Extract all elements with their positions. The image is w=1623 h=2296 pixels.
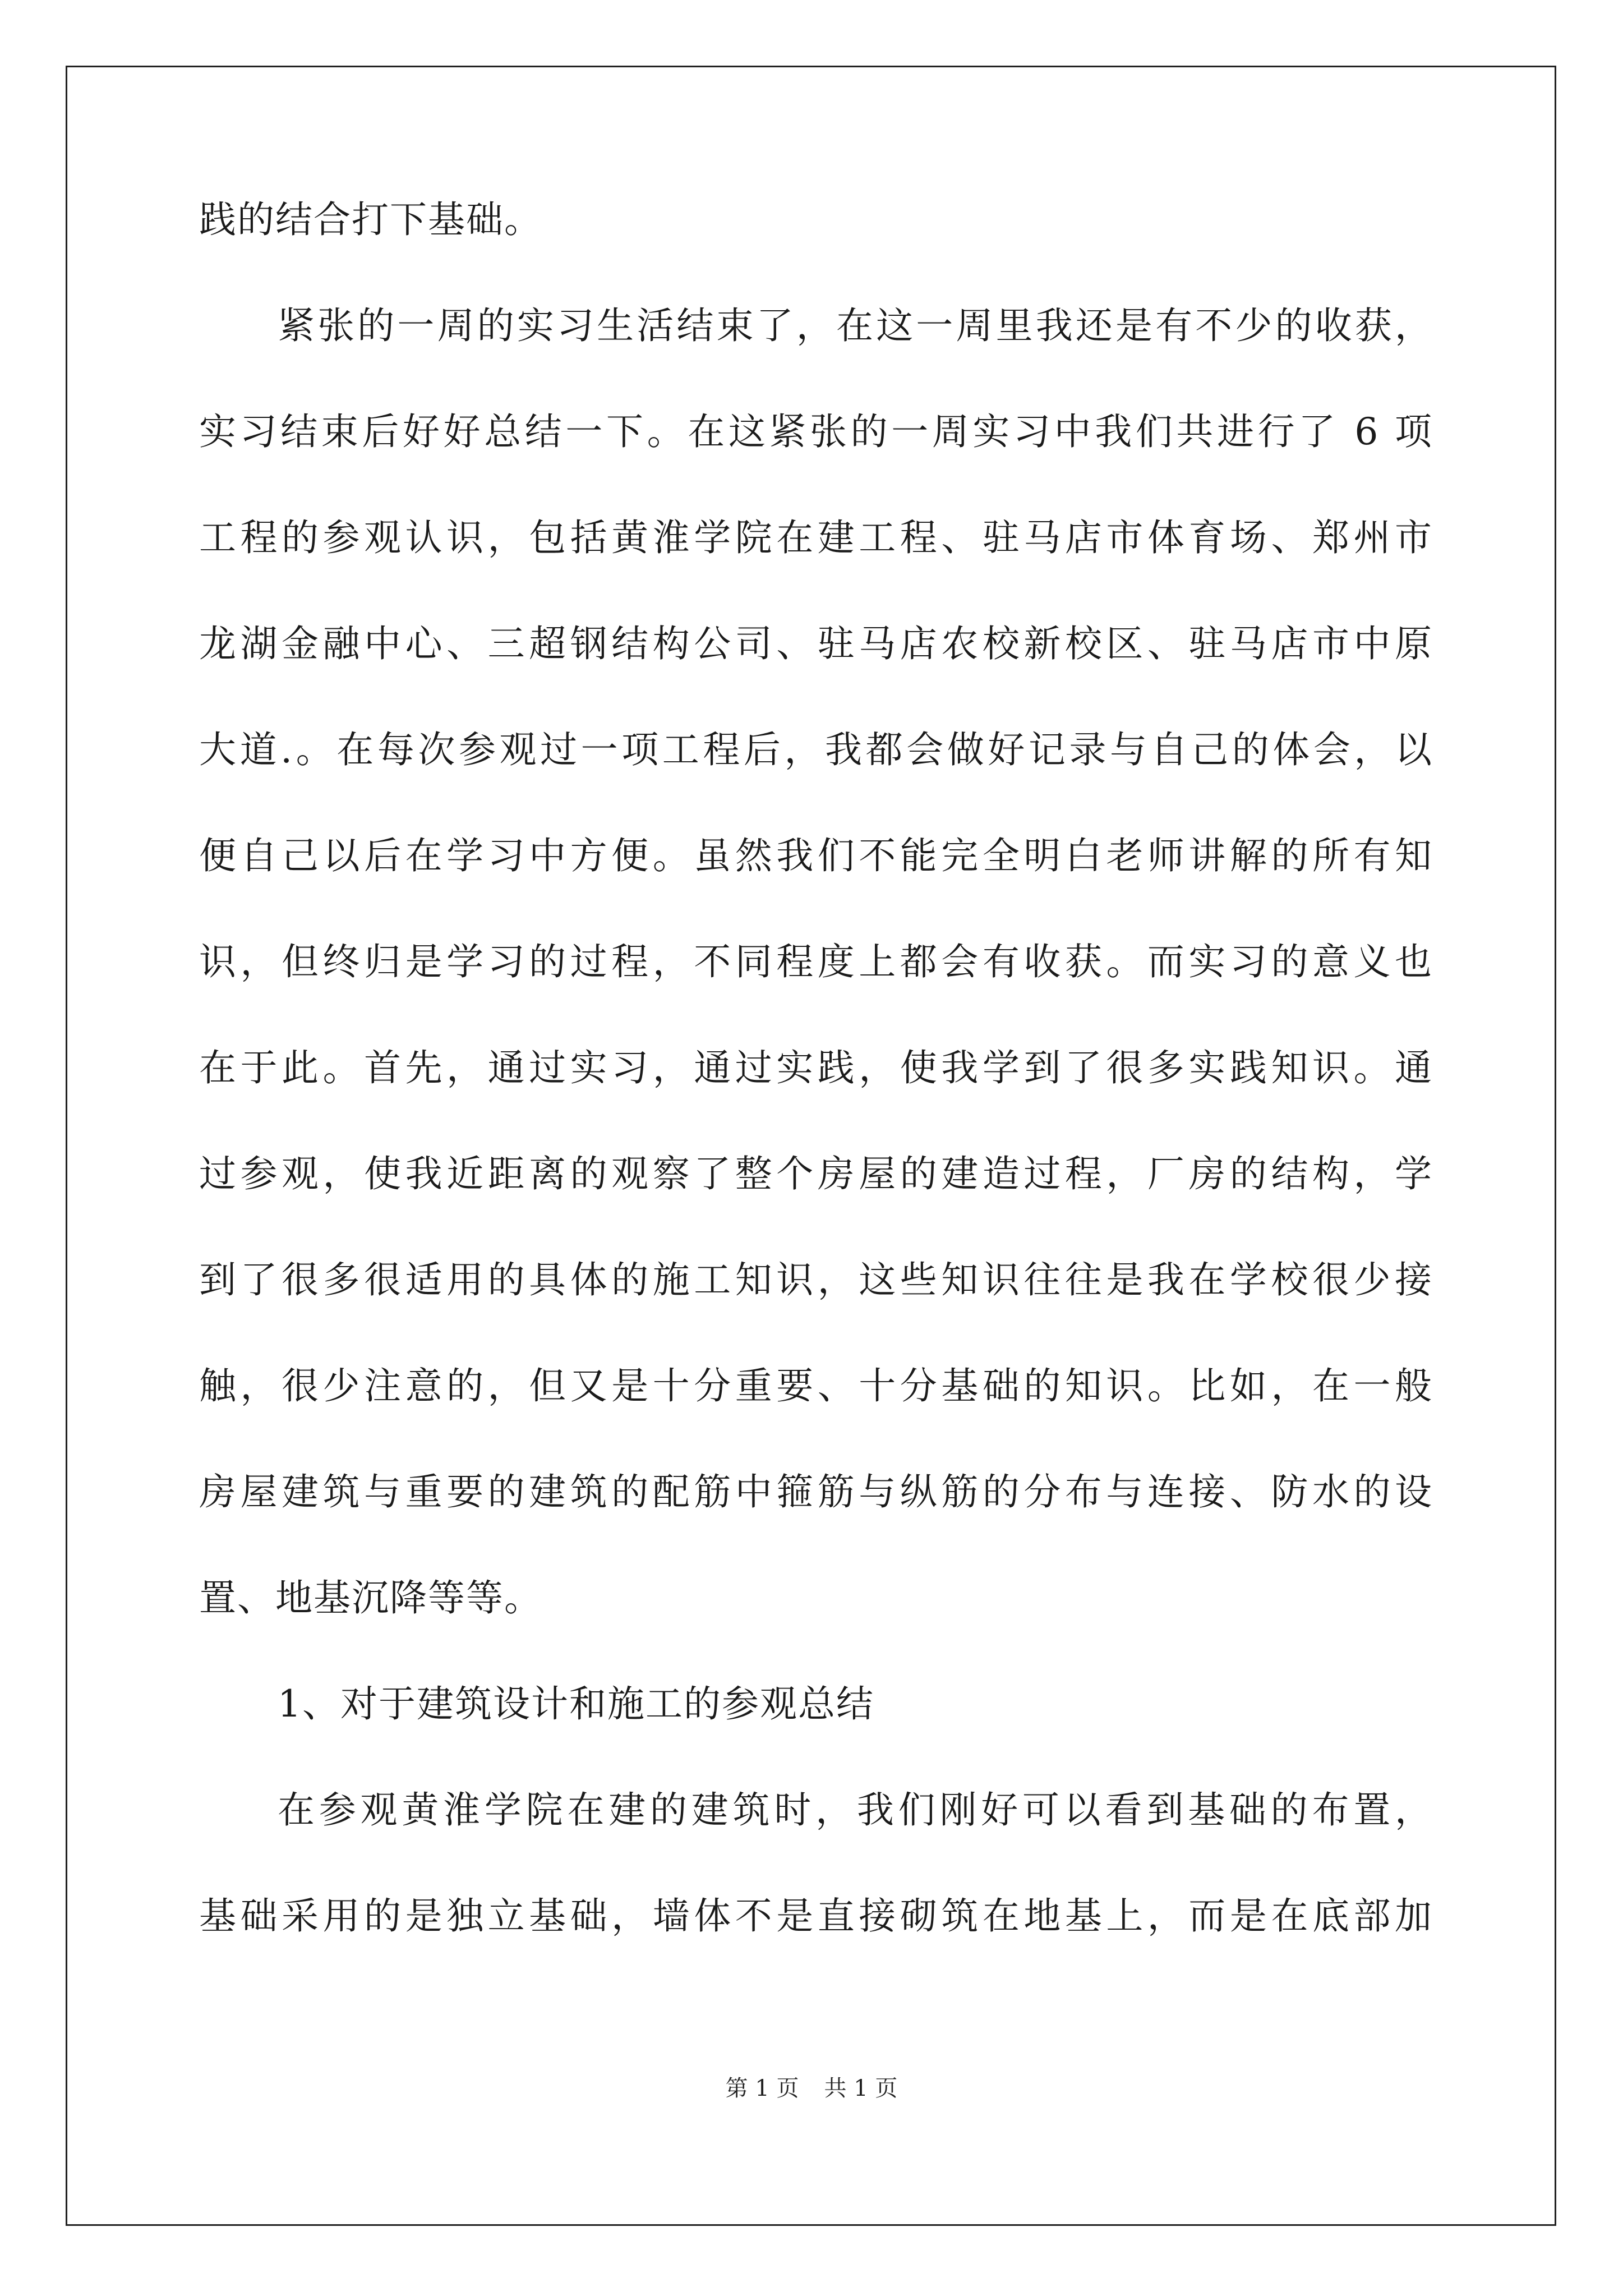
paragraph-line: 置、地基沉降等等。 xyxy=(199,1576,542,1619)
paragraph-line: 识，但终归是学习的过程，不同程度上都会有收获。而实习的意义也 xyxy=(199,940,1433,983)
document-body xyxy=(199,194,1433,1996)
paragraph-line: 实习结束后好好总结一下。在这紧张的一周实习中我们共进行了 6 项 xyxy=(199,410,1433,453)
paragraph-line: 房屋建筑与重要的建筑的配筋中箍筋与纵筋的分布与连接、防水的设 xyxy=(199,1470,1433,1513)
page-number: 第 1 页 xyxy=(725,2076,799,2101)
paragraph-line: 大道.。在每次参观过一项工程后，我都会做好记录与自己的体会，以 xyxy=(199,728,1433,771)
paragraph-line: 龙湖金融中心、三超钢结构公司、驻马店农校新校区、驻马店市中原 xyxy=(199,622,1433,665)
paragraph-line: 紧张的一周的实习生活结束了，在这一周里我还是有不少的收获， xyxy=(278,304,1433,347)
paragraph-line: 基础采用的是独立基础，墙体不是直接砌筑在地基上，而是在底部加 xyxy=(199,1894,1433,1938)
paragraph-line: 践的结合打下基础。 xyxy=(199,198,542,241)
paragraph-line: 过参观，使我近距离的观察了整个房屋的建造过程，厂房的结构，学 xyxy=(199,1152,1433,1195)
page-footer xyxy=(0,2074,1623,2102)
paragraph-line: 触，很少注意的，但又是十分重要、十分基础的知识。比如，在一般 xyxy=(199,1364,1433,1407)
section-heading: 1、对于建筑设计和施工的参观总结 xyxy=(278,1682,874,1726)
paragraph-line: 工程的参观认识，包括黄淮学院在建工程、驻马店市体育场、郑州市 xyxy=(199,516,1433,559)
paragraph-line: 便自己以后在学习中方便。虽然我们不能完全明白老师讲解的所有知 xyxy=(199,834,1433,877)
paragraph-line: 在于此。首先，通过实习，通过实践，使我学到了很多实践知识。通 xyxy=(199,1046,1433,1089)
page-total: 共 1 页 xyxy=(824,2076,898,2101)
paragraph-line: 到了很多很适用的具体的施工知识，这些知识往往是我在学校很少接 xyxy=(199,1258,1433,1301)
paragraph-line: 在参观黄淮学院在建的建筑时，我们刚好可以看到基础的布置， xyxy=(278,1788,1433,1832)
